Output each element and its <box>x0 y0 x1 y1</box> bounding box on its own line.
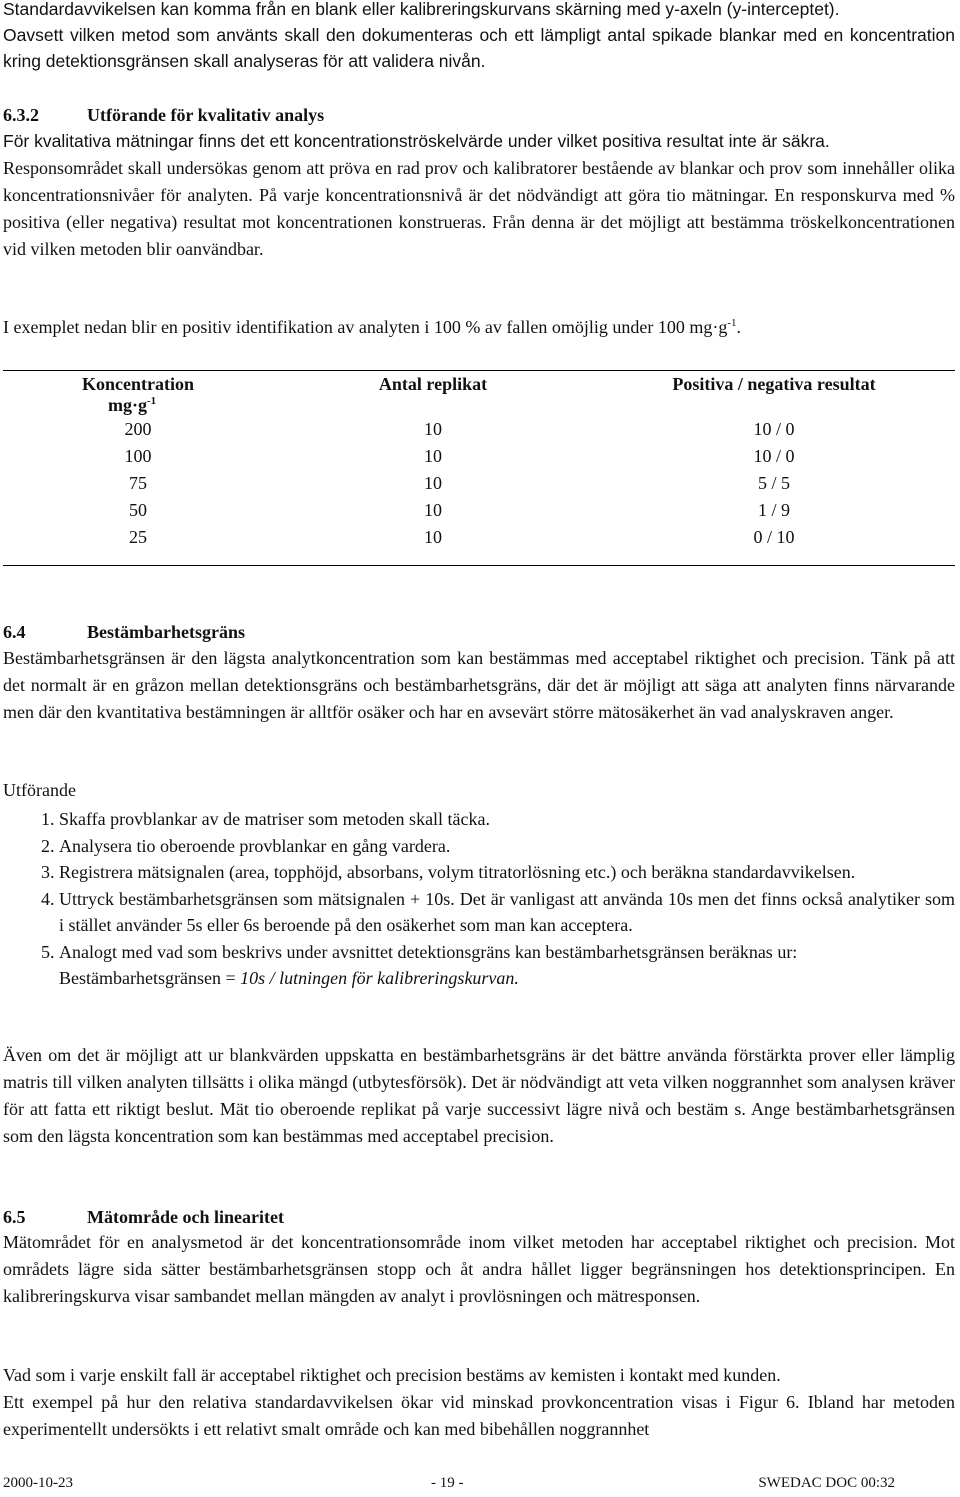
cell-replicates: 10 <box>424 446 442 466</box>
header-unit-superscript: -1 <box>147 395 157 407</box>
section-6-4-p2 <box>3 1042 955 1150</box>
section-6-4-p1 <box>3 645 955 726</box>
paragraph: För kvalitativa mätningar finns det ett koncentrationströskelvärde under vilket positiva resultat inte är säkra. <box>3 131 830 151</box>
section-6-5-p2 <box>3 1362 955 1443</box>
cell-concentration: 75 <box>129 473 147 493</box>
intro-paragraph <box>3 0 955 74</box>
list-item: 1. Skaffa provblankar av de matriser som metoden skall täcka. <box>59 806 955 833</box>
footer-date: 2000-10-23 <box>3 1475 73 1491</box>
intro-line-1: Standardavvikelsen kan komma från en blank eller kalibreringskurvans skärning med y-axeln (y-interceptet). <box>3 0 840 19</box>
example-sentence <box>3 314 955 341</box>
procedure-heading: Utförande <box>3 780 76 800</box>
section-number: 6.4 <box>3 622 26 642</box>
section-6-3-2-p2 <box>3 155 955 263</box>
section-6-5-heading <box>3 1204 955 1230</box>
cell-concentration: 50 <box>129 500 147 520</box>
section-number: 6.5 <box>3 1207 26 1227</box>
paragraph: Även om det är möjligt att ur blankvärden uppskatta en bestämbarhetsgräns är det bättre använda förstärkta prover eller lämplig matris till vilken analyten tillsätts i olika mängd (utbytesförsök). Det är nödvändigt att veta vilken noggrannhet som analysen kräver för att fatta ett riktigt beslut. Mät tio oberoende replikat på varje successivt lägre nivå och bestäm s. Ange bestämbarhetsgränsen som den lägsta koncentration som kan bestämmas med acceptabel precision. <box>3 1045 955 1146</box>
cell-results: 10 / 0 <box>753 419 795 439</box>
table-row <box>3 470 955 497</box>
header-concentration-label: Koncentration <box>82 374 194 394</box>
header-results: Positiva / negativa resultat <box>672 374 876 394</box>
paragraph: Responsområdet skall undersökas genom att pröva en rad prov och kalibratorer bestående av blankar och prov som innehåller olika koncentrationsnivåer för analyten. På varje koncentrationsnivå är det nödvändigt att göra tio mätningar. En responskurva med % positiva (eller negativa) resultat mot koncentrationen konstrueras. Från denna är det möjligt att bestämma tröskelkoncentrationen vid vilken metoden blir oanvändbar. <box>3 158 955 259</box>
paragraph: Ett exempel på hur den relativa standardavvikelsen ökar vid minskad provkoncentration visas i Figur 6. Ibland har metoden experimentellt undersökts i ett relativt smalt område och kan med bibehållen noggrannhet <box>3 1392 955 1439</box>
section-title: Bestämbarhetsgräns <box>87 622 245 642</box>
cell-results: 1 / 9 <box>757 500 790 520</box>
paragraph-line: Vad som i varje enskilt fall är acceptabel riktighet och precision bestäms av kemisten i kontakt med kunden. <box>3 1365 781 1385</box>
cell-concentration: 25 <box>129 527 147 547</box>
paragraph: Bestämbarhetsgränsen är den lägsta analytkoncentration som kan bestämmas med acceptabel riktighet och precision. Tänk på att det normalt är en gråzon mellan detektionsgräns och bestämbarhetsgräns, där det är möjligt att säga att analyten finns närvarande men där den kvantitativa bestämningen är alltför osäker och har en avsevärt större mätosäkerhet än vad analyskraven anger. <box>3 648 955 722</box>
table-row <box>3 524 955 551</box>
cell-results: 10 / 0 <box>753 446 795 466</box>
formula-label: Bestämbarhetsgränsen = <box>59 968 241 988</box>
header-replicates: Antal replikat <box>378 374 488 394</box>
table-padding-row <box>3 551 955 566</box>
cell-concentration: 200 <box>124 419 152 439</box>
section-title: Utförande för kvalitativ analys <box>87 105 325 125</box>
intro-line-2: Oavsett vilken metod som använts skall den dokumenteras och ett lämpligt antal spikade blankar med en koncentration kring detektionsgränsen skall analyseras för att validera nivån. <box>3 25 955 71</box>
cell-replicates: 10 <box>424 527 442 547</box>
header-concentration <box>3 371 273 417</box>
paragraph: Mätområdet för en analysmetod är det koncentrationsområde inom vilket metoden har acceptabel riktighet och precision. Mot områdets lägre sida sätter bestämbarhetsgränsen stopp och åt andra hållet ligger begränsningen hos detektionsprincipen. En kalibreringskurva visar sambandet mellan mängden av analyt i provlösningen och mätresponsen. <box>3 1232 955 1306</box>
list-item: 5. Analogt med vad som beskrivs under avsnittet detektionsgräns kan bestämbarhetsgränsen beräknas ur: <box>59 939 955 966</box>
section-6-4-heading <box>3 619 955 645</box>
procedure <box>3 777 955 992</box>
cell-results: 5 / 5 <box>757 473 790 493</box>
footer-document-id: SWEDAC DOC 00:32 <box>758 1475 895 1491</box>
table-row <box>3 443 955 470</box>
example-end: . <box>736 317 741 337</box>
example-superscript: -1 <box>727 317 737 329</box>
cell-concentration: 100 <box>124 446 152 466</box>
cell-replicates: 10 <box>424 473 442 493</box>
example-text: I exemplet nedan blir en positiv identifikation av analyten i 100 % av fallen omöjlig under 100 mg·g <box>3 317 728 337</box>
table-row <box>3 416 955 443</box>
formula-line <box>3 965 955 992</box>
table-row <box>3 497 955 524</box>
section-6-3-2-p1 <box>3 128 955 154</box>
list-item: 4. Uttryck bestämbarhetsgränsen som mätsignalen + 10s. Det är vanligast att använda 10s men det finns också analytiker som i stället använder 5s eller 6s beroende på den osäkerhet som man kan acceptera. <box>59 886 955 939</box>
section-6-3-2-heading <box>3 102 955 128</box>
section-number: 6.3.2 <box>3 105 39 125</box>
header-unit: mg·g <box>108 395 147 415</box>
list-item: 2. Analysera tio oberoende provblankar en gång vardera. <box>59 833 955 860</box>
section-title: Mätområde och linearitet <box>87 1207 284 1227</box>
list-item: 3. Registrera mätsignalen (area, topphöjd, absorbans, volym titratorlösning etc.) och beräkna standardavvikelsen. <box>59 859 955 886</box>
section-6-5-p1 <box>3 1229 955 1310</box>
results-table <box>3 370 955 566</box>
table-header-row <box>3 371 955 417</box>
footer-page-number: - 19 - <box>431 1475 464 1491</box>
cell-replicates: 10 <box>424 419 442 439</box>
cell-replicates: 10 <box>424 500 442 520</box>
cell-results: 0 / 10 <box>753 527 795 547</box>
procedure-list <box>3 806 955 965</box>
formula-value: 10s / lutningen för kalibreringskurvan. <box>240 968 519 988</box>
